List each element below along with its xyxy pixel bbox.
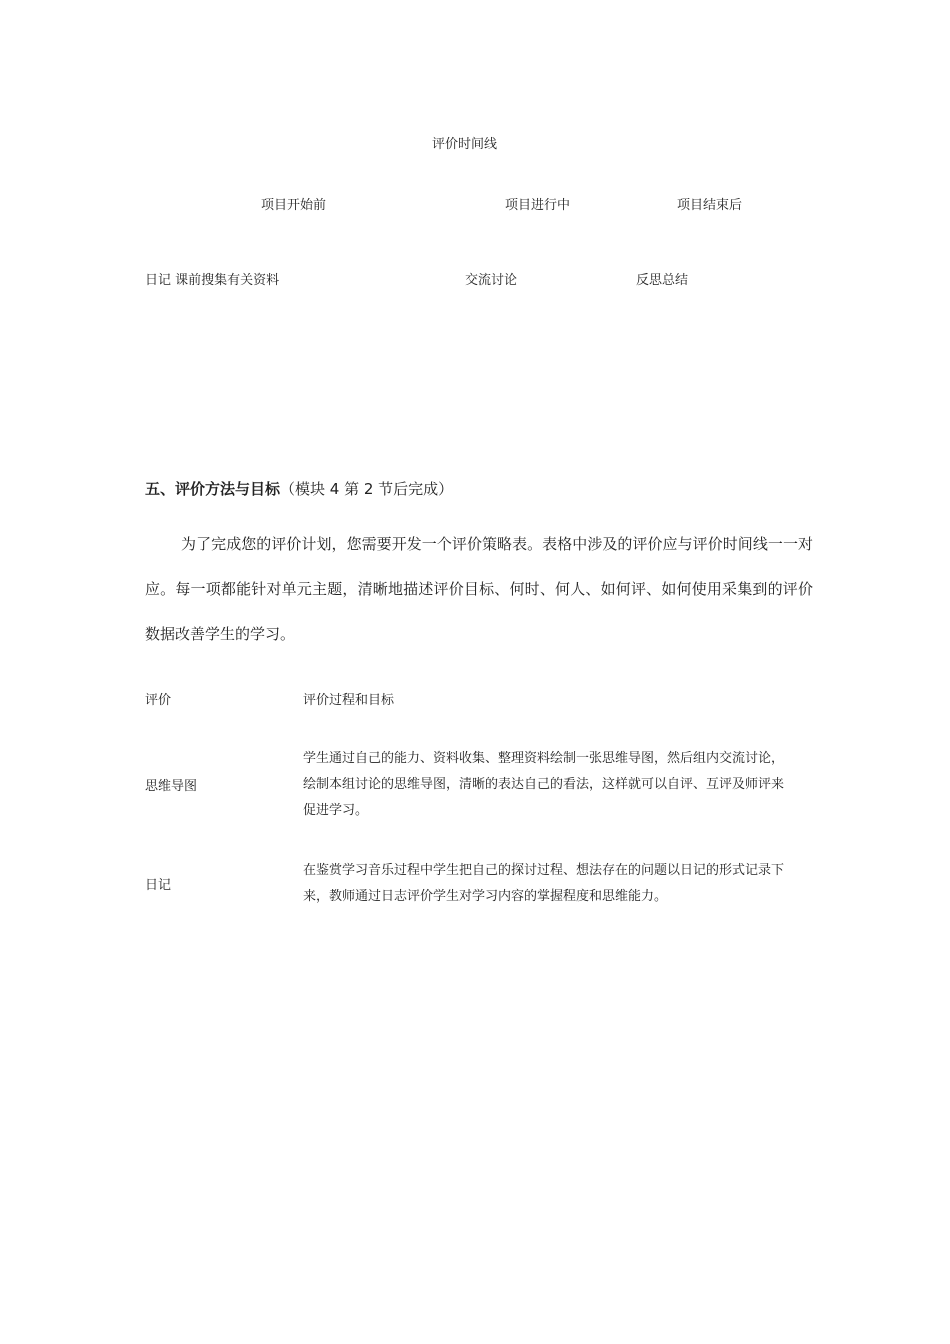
section-paragraph-block	[145, 522, 813, 657]
table-header-process-goals: 评价过程和目标	[303, 693, 395, 708]
activity-before-project: 日记 课前搜集有关资料	[145, 273, 280, 288]
section-heading	[145, 478, 453, 499]
activity-after-project: 反思总结	[636, 273, 689, 288]
phase-after-project: 项目结束后	[677, 198, 743, 213]
section-paragraph: 为了完成您的评价计划，您需要开发一个评价策略表。表格中涉及的评价应与评价时间线一一对应。每一项都能针对单元主题，清晰地描述评价目标、何时、何人、如何评、如何使用采集到的评价数据改善学生的学习。	[145, 535, 813, 643]
table-row-label: 日记	[145, 878, 172, 893]
section-note: （模块 4 第 2 节后完成）	[280, 480, 454, 498]
timeline-title: 评价时间线	[432, 137, 498, 152]
table-row-description: 在鉴赏学习音乐过程中学生把自己的探讨过程、想法存在的问题以日记的形式记录下来，教师通过日志评价学生对学习内容的掌握程度和思维能力。	[303, 863, 785, 904]
table-header-assessment: 评价	[145, 693, 172, 708]
table-row-description: 学生通过自己的能力、资料收集、整理资料绘制一张思维导图，然后组内交流讨论，绘制本组讨论的思维导图，清晰的表达自己的看法，这样就可以自评、互评及师评来促进学习。	[303, 751, 785, 818]
phase-before-project: 项目开始前	[261, 198, 327, 213]
activity-during-project: 交流讨论	[465, 273, 518, 288]
phase-during-project: 项目进行中	[505, 198, 571, 213]
table-row-label: 思维导图	[145, 779, 198, 794]
section-title: 五、评价方法与目标	[145, 480, 281, 498]
